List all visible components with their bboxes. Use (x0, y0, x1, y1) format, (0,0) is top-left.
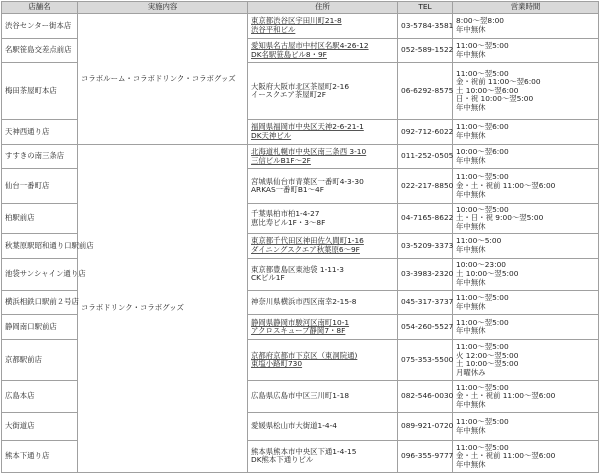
content-cell: コラボドリンク・コラボグッズ (78, 144, 248, 472)
header-hours: 営業時間 (453, 2, 599, 14)
hours-line: 年中無休 (456, 130, 486, 140)
header-content: 実施内容 (78, 2, 248, 14)
hours-line: 8:00～翌8:00 (456, 16, 504, 26)
hours-line: 土・日・祝 9:00～翌5:00 (456, 213, 544, 223)
tel-cell: 096-355-9777 (398, 440, 453, 472)
hours-line: 11:00～翌5:00 (456, 293, 509, 302)
table-row (2, 144, 599, 169)
store-name: 京都駅前店 (2, 340, 78, 381)
store-name: 梅田茶屋町本店 (2, 63, 78, 120)
store-name: 名駅笹島交差点前店 (2, 38, 78, 63)
hours-line: 11:00～翌5:00 (456, 382, 509, 392)
address-line: 静岡県静岡市駿河区南町10-1 (251, 317, 350, 327)
hours-line: 火 12:00～翌5:00 (456, 350, 519, 360)
store-name: 天神西通り店 (2, 119, 78, 144)
address-line: 千葉県柏市柏1-4-27 (251, 209, 320, 219)
address-cell (248, 258, 398, 290)
table-row (2, 14, 599, 39)
hours-line: 11:00～翌5:00 (456, 416, 509, 426)
address-line: 東京都千代田区神田佐久間町1-16 (251, 236, 364, 246)
address-line: DK名駅笹島ビル8・9F (251, 49, 327, 59)
hours-line: 11:00～翌6:00 (456, 122, 509, 132)
store-name: 柏駅前店 (2, 204, 78, 234)
hours-line: 10:00～翌6:00 (456, 146, 509, 156)
hours-cell (453, 440, 599, 472)
address-cell (248, 144, 398, 169)
address-cell (248, 38, 398, 63)
address-line: 京都府京都市下京区（東洞院通) (251, 350, 358, 360)
address-line: ダイニングスクエア秋葉原6～9F (251, 245, 360, 255)
address-line: 大阪府大阪市北区茶屋町2-16 (251, 81, 350, 91)
address-line: 東京都渋谷区宇田川町21-8 (251, 16, 342, 26)
hours-line: 年中無休 (456, 425, 486, 435)
address-cell (248, 290, 398, 315)
store-name: 横浜相鉄口駅前２号店 (2, 290, 78, 315)
address-line: アクロスキューブ静岡7・8F (251, 326, 346, 336)
hours-cell (453, 315, 599, 340)
tel-cell: 092-712-6022 (398, 119, 453, 144)
hours-line: 年中無休 (456, 459, 486, 469)
hours-line: 年中無休 (456, 245, 486, 255)
hours-cell (453, 204, 599, 234)
address-line: 宮城県仙台市青葉区一番町4-3-30 (251, 176, 364, 186)
address-line: 三信ビルB1F～2F (251, 155, 311, 165)
tel-cell: 089-921-0720 (398, 413, 453, 441)
address-line: 広島県広島市中区三川町1-18 (251, 391, 350, 401)
store-name: 池袋サンシャイン通り店 (2, 258, 78, 290)
store-name: 広島本店 (2, 381, 78, 413)
tel-cell: 03-3983-2320 (398, 258, 453, 290)
tel-cell: 082-546-0030 (398, 381, 453, 413)
address-line: 愛媛県松山市大街道1-4-4 (251, 421, 337, 431)
content-cell: コラボルーム・コラボドリンク・コラボグッズ (78, 14, 248, 145)
tel-cell: 04-7165-8622 (398, 204, 453, 234)
address-line: 渋谷平和ビル (251, 24, 296, 34)
hours-line: 年中無休 (456, 222, 486, 232)
tel-cell: 052-589-1522 (398, 38, 453, 63)
hours-line: 年中無休 (456, 155, 486, 165)
hours-cell (453, 381, 599, 413)
hours-cell (453, 413, 599, 441)
hours-cell (453, 63, 599, 120)
hours-line: 年中無休 (456, 24, 486, 34)
hours-line: 日・祝 10:00～翌5:00 (456, 94, 534, 104)
hours-line: 年中無休 (456, 277, 486, 287)
store-name: 静岡南口駅前店 (2, 315, 78, 340)
hours-cell (453, 258, 599, 290)
hours-line: 11:00～5:00 (456, 236, 502, 246)
hours-line: 11:00～翌5:00 (456, 442, 509, 452)
hours-cell (453, 38, 599, 63)
address-cell (248, 119, 398, 144)
hours-line: 土 10:00～翌6:00 (456, 85, 519, 95)
address-cell (248, 169, 398, 204)
address-cell (248, 14, 398, 39)
tel-cell: 054-260-5527 (398, 315, 453, 340)
header-address: 住所 (248, 2, 398, 14)
store-name: 大街道店 (2, 413, 78, 441)
address-line: 福岡県福岡市中央区天神2-6-21-1 (251, 122, 364, 132)
hours-cell (453, 169, 599, 204)
store-name: すすきの南三条店 (2, 144, 78, 169)
hours-line: 年中無休 (456, 49, 486, 59)
hours-line: 年中無休 (456, 400, 486, 410)
tel-cell: 075-353-5500 (398, 340, 453, 381)
hours-line: 11:00～翌5:00 (456, 172, 509, 182)
hours-line: 金・土・祝前 11:00～翌6:00 (456, 391, 556, 401)
hours-cell (453, 290, 599, 315)
address-cell (248, 204, 398, 234)
address-line: CKビル1F (251, 273, 285, 283)
hours-line: 土 10:00～翌5:00 (456, 359, 519, 369)
hours-line: 年中無休 (456, 103, 486, 113)
address-line: DK天神ビル (251, 130, 292, 140)
address-line: ARKAS一番町B1～4F (251, 185, 324, 195)
hours-cell (453, 340, 599, 381)
hours-line: 10:00～23:00 (456, 260, 506, 270)
hours-line: 金・祝前 11:00～翌6:00 (456, 77, 541, 87)
hours-line: 11:00～翌5:00 (456, 68, 509, 78)
table-header-row (2, 2, 599, 14)
hours-cell (453, 14, 599, 39)
store-name: 秋葉原駅昭和通り口駅前店 (2, 234, 78, 259)
hours-cell (453, 144, 599, 169)
hours-line: 11:00～翌5:00 (456, 317, 509, 327)
address-line: 熊本県熊本市中央区下通1-4-15 (251, 446, 357, 456)
address-cell (248, 234, 398, 259)
address-line: 東塩小路町730 (251, 359, 303, 369)
hours-line: 11:00～翌5:00 (456, 342, 509, 352)
hours-cell (453, 119, 599, 144)
hours-line: 年中無休 (456, 189, 486, 199)
tel-cell: 03-5209-3373 (398, 234, 453, 259)
tel-cell: 045-317-3737 (398, 290, 453, 315)
address-cell (248, 413, 398, 441)
tel-cell: 011-252-0505 (398, 144, 453, 169)
address-cell (248, 340, 398, 381)
address-line: 恵比寿ビル1F・3～8F (251, 217, 326, 227)
header-tel: TEL (398, 2, 453, 14)
header-store-name: 店舗名 (2, 2, 78, 14)
hours-line: 金・土・祝前 11:00～翌6:00 (456, 181, 556, 191)
hours-line: 金・土・祝前 11:00～翌6:00 (456, 451, 556, 461)
address-cell (248, 63, 398, 120)
address-line: イースクエア茶屋町2F (251, 90, 326, 100)
hours-line: 年中無休 (456, 326, 486, 336)
address-line: 神奈川県横浜市西区南幸2-15-8 (251, 297, 357, 307)
address-line: DK熊本下通りビル (251, 455, 314, 465)
address-cell (248, 440, 398, 472)
address-line: 東京都豊島区東池袋 1-11-3 (251, 264, 345, 274)
hours-line: 11:00～翌5:00 (456, 40, 509, 50)
store-name: 渋谷センター街本店 (2, 14, 78, 39)
hours-line: 月曜休み (456, 367, 486, 377)
address-cell (248, 315, 398, 340)
tel-cell: 03-5784-3581 (398, 14, 453, 39)
store-name: 仙台一番町店 (2, 169, 78, 204)
address-cell (248, 381, 398, 413)
hours-cell (453, 234, 599, 259)
store-name: 熊本下通り店 (2, 440, 78, 472)
tel-cell: 022-217-8850 (398, 169, 453, 204)
store-table (1, 1, 599, 473)
address-line: 愛知県名古屋市中村区名駅4-26-12 (251, 40, 369, 50)
hours-line: 土 10:00～翌5:00 (456, 269, 519, 278)
tel-cell: 06-6292-8575 (398, 63, 453, 120)
address-line: 北海道札幌市中央区南三条西 3-10 (251, 146, 367, 156)
hours-line: 10:00～翌5:00 (456, 204, 509, 214)
hours-line: 年中無休 (456, 301, 486, 311)
